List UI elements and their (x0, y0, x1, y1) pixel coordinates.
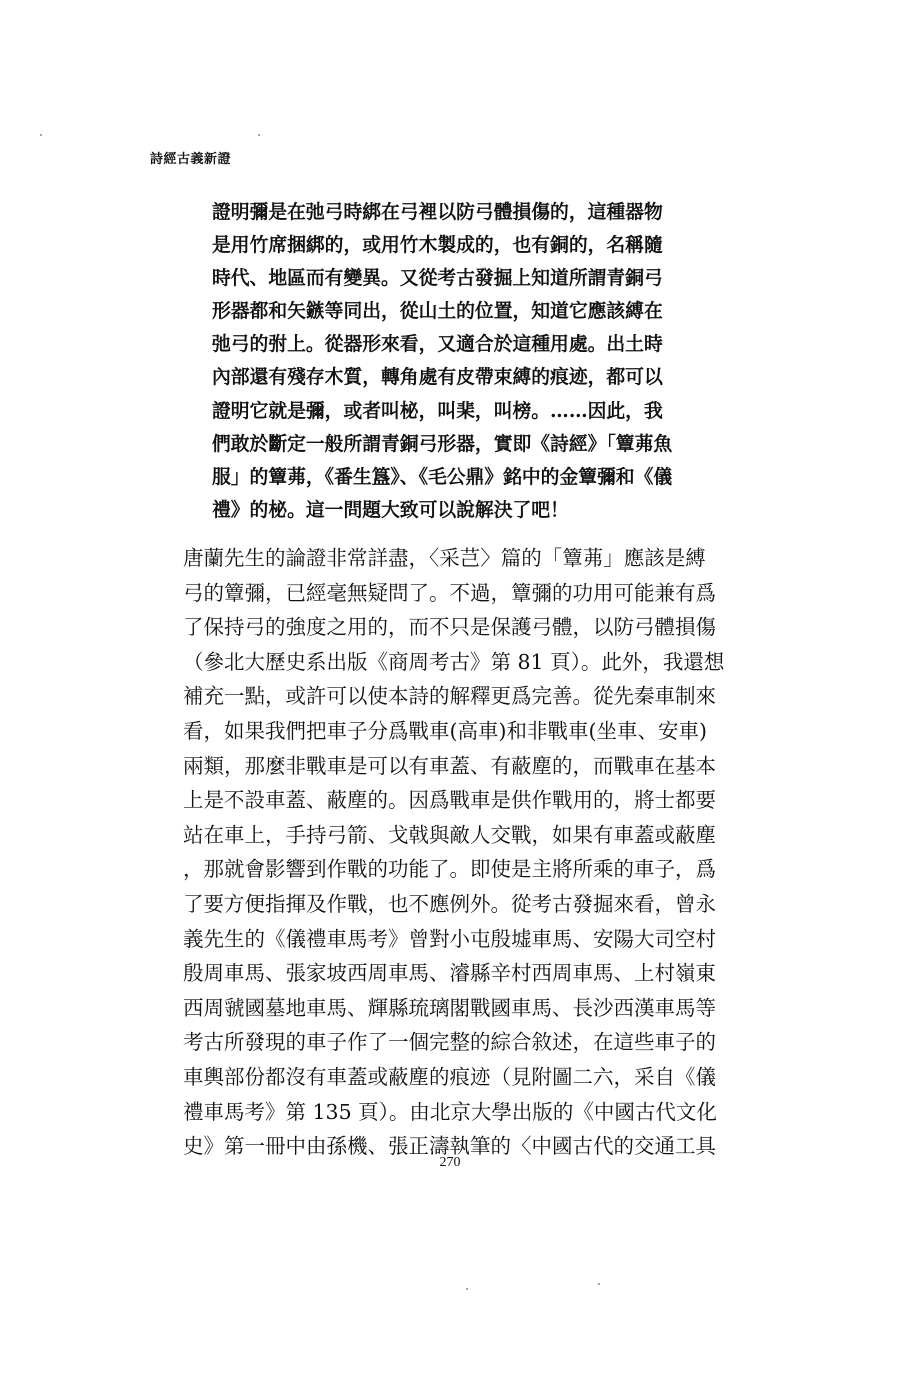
quote-line: 證明彌是在弛弓時綁在弓裡以防弓體損傷的，這種器物 (212, 201, 663, 223)
body-line: 補充一點，或許可以使本詩的解釋更爲完善。從先秦車制來 (183, 684, 716, 709)
body-line: 站在車上，手持弓箭、戈戟與敵人交戰，如果有車蓋或蔽塵 (183, 822, 716, 847)
quote-line: 弛弓的弣上。從器形來看，又適合於這種用處。出土時 (212, 333, 663, 356)
quote-line: 證明它就是彌，或者叫柲，叫棐，叫榜。……因此，我 (212, 399, 663, 422)
quote-line: 服」的簟茀，《番生簋》、《毛公鼎》銘中的金簟彌和《儀 (212, 465, 673, 488)
page-number: 270 (439, 1155, 461, 1170)
scan-speck (598, 1283, 600, 1285)
scan-speck (40, 134, 42, 136)
body-line: 殷周車馬、張家坡西周車馬、濬縣辛村西周車馬、上村嶺東 (183, 961, 716, 986)
quote-line: 是用竹席捆綁的，或用竹木製成的，也有銅的，名稱隨 (212, 234, 663, 257)
body-line: 考古所發現的車子作了一個完整的綜合敘述，在這些車子的 (183, 1030, 716, 1055)
block-quote (212, 196, 757, 527)
running-header: 詩經古義新證 (150, 152, 232, 167)
body-line: 了保持弓的強度之用的，而不只是保護弓體，以防弓體損傷 (183, 615, 716, 640)
body-line: 義先生的《儀禮車馬考》曾對小屯殷墟車馬、安陽大司空村 (183, 926, 716, 951)
quote-line: 時代、地區而有變異。又從考古發掘上知道所謂青銅弓 (212, 267, 663, 290)
body-line: 禮車馬考》第 135 頁）。由北京大學出版的《中國古代文化 (183, 1099, 717, 1124)
body-line: 車輿部份都沒有車蓋或蔽塵的痕迹（見附圖二六，采自《儀 (183, 1064, 716, 1089)
quote-line: 形器都和矢鏃等同出，從山土的位置，知道它應該縛在 (212, 300, 663, 323)
body-line: 西周虢國墓地車馬、輝縣琉璃閣戰國車馬、長沙西漢車馬等 (183, 995, 716, 1020)
body-line: 史》第一冊中由孫機、張正濤執筆的〈中國古代的交通工具 (183, 1134, 716, 1159)
body-line: ，那就會影響到作戰的功能了。即使是主將所乘的車子，爲 (183, 857, 716, 882)
quote-line: 禮》的柲。這一問題大致可以說解決了吧！ (212, 498, 569, 521)
quote-line: 們敢於斷定一般所謂青銅弓形器，實即《詩經》「簟茀魚 (212, 432, 673, 455)
body-paragraph (183, 541, 763, 1164)
body-line: 看，如果我們把車子分爲戰車(高車)和非戰車(坐車、安車) (183, 718, 707, 743)
body-line: 兩類，那麼非戰車是可以有車蓋、有蔽塵的，而戰車在基本 (183, 753, 716, 778)
body-line: 唐蘭先生的論證非常詳盡，〈采芑〉篇的「簟茀」應該是縛 (183, 546, 706, 570)
body-line: 了要方便指揮及作戰，也不應例外。從考古發掘來看，曾永 (183, 891, 716, 916)
body-line: 上是不設車蓋、蔽塵的。因爲戰車是供作戰用的，將士都要 (183, 788, 716, 813)
quote-line: 內部還有殘存木質，轉角處有皮帶束縛的痕迹，都可以 (212, 366, 663, 389)
scan-speck (258, 134, 260, 136)
scan-speck (466, 1288, 468, 1290)
body-line: 弓的簟彌，已經毫無疑問了。不過，簟彌的功用可能兼有爲 (183, 580, 716, 605)
body-line: （參北大歷史系出版《商周考古》第 81 頁）。此外，我還想 (183, 649, 725, 674)
